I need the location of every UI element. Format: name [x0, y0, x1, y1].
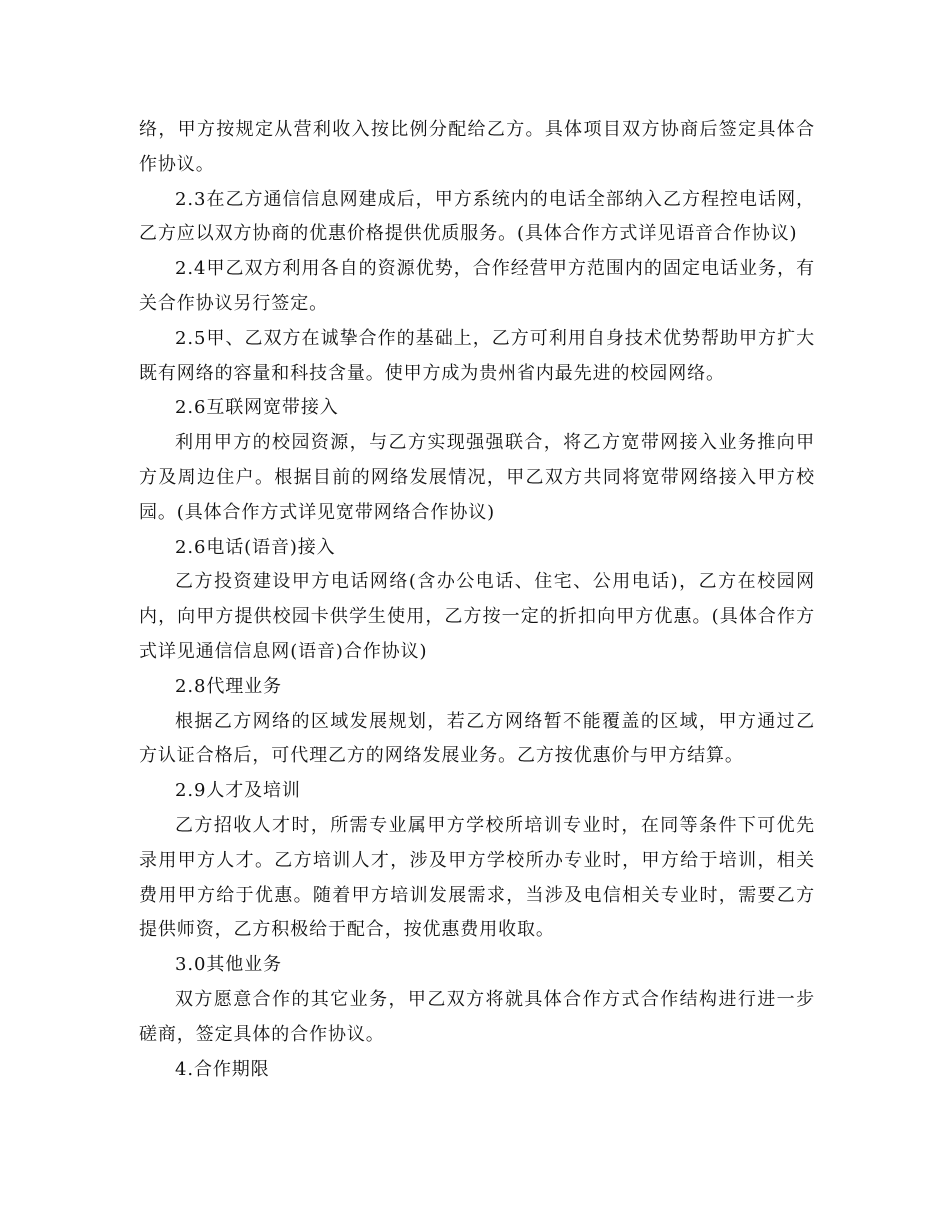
paragraph-agency: 根据乙方网络的区域发展规划，若乙方网络暂不能覆盖的区域，甲方通过乙方认证合格后，可代理乙方的网络发展业务。乙方按优惠价与甲方结算。 — [139, 710, 815, 767]
paragraph-training: 乙方招收人才时，所需专业属甲方学校所培训专业时，在同等条件下可优先录用甲方人才。乙方培训人才，涉及甲方学校所办专业时，甲方给于培训，相关费用甲方给于优惠。随着甲方培训发展需求，当涉及电信相关专业时，需要乙方提供师资，乙方积极给于配合，按优惠费用收取。 — [139, 814, 815, 941]
paragraph-voice: 乙方投资建设甲方电话网络(含办公电话、住宅、公用电话)，乙方在校园网内，向甲方提供校园卡供学生使用，乙方按一定的折扣向甲方优惠。(具体合作方式详见通信信息网(语音)合作协议) — [139, 571, 815, 662]
paragraph-2-3: 2.3在乙方通信信息网建成后，甲方系统内的电话全部纳入乙方程控电话网，乙方应以双方协商的优惠价格提供优质服务。(具体合作方式详见语音合作协议) — [139, 188, 815, 245]
section-heading-2-9-training: 2.9人才及培训 — [175, 780, 301, 802]
paragraph-broadband: 利用甲方的校园资源，与乙方实现强强联合，将乙方宽带网接入业务推向甲方及周边住户。根据目前的网络发展情况，甲乙双方共同将宽带网络接入甲方校园。(具体合作方式详见宽带网络合作协议) — [139, 432, 815, 523]
document-body — [139, 113, 815, 1087]
paragraph-continuation: 络，甲方按规定从营利收入按比例分配给乙方。具体项目双方协商后签定具体合作协议。 — [139, 119, 815, 175]
section-heading-2-6-broadband: 2.6互联网宽带接入 — [175, 397, 339, 419]
paragraph-other: 双方愿意合作的其它业务，甲乙双方将就具体合作方式合作结构进行进一步磋商，签定具体的合作协议。 — [139, 988, 815, 1045]
paragraph-2-4: 2.4甲乙双方利用各自的资源优势，合作经营甲方范围内的固定电话业务，有关合作协议另行签定。 — [139, 258, 815, 314]
paragraph-2-5: 2.5甲、乙双方在诚挚合作的基础上，乙方可利用自身技术优势帮助甲方扩大既有网络的容量和科技含量。使甲方成为贵州省内最先进的校园网络。 — [139, 327, 815, 384]
section-heading-3-0-other: 3.0其他业务 — [175, 954, 282, 976]
section-heading-2-8-agency: 2.8代理业务 — [175, 675, 282, 697]
section-heading-4-term: 4.合作期限 — [175, 1058, 270, 1080]
section-heading-2-6-voice: 2.6电话(语音)接入 — [175, 536, 336, 558]
